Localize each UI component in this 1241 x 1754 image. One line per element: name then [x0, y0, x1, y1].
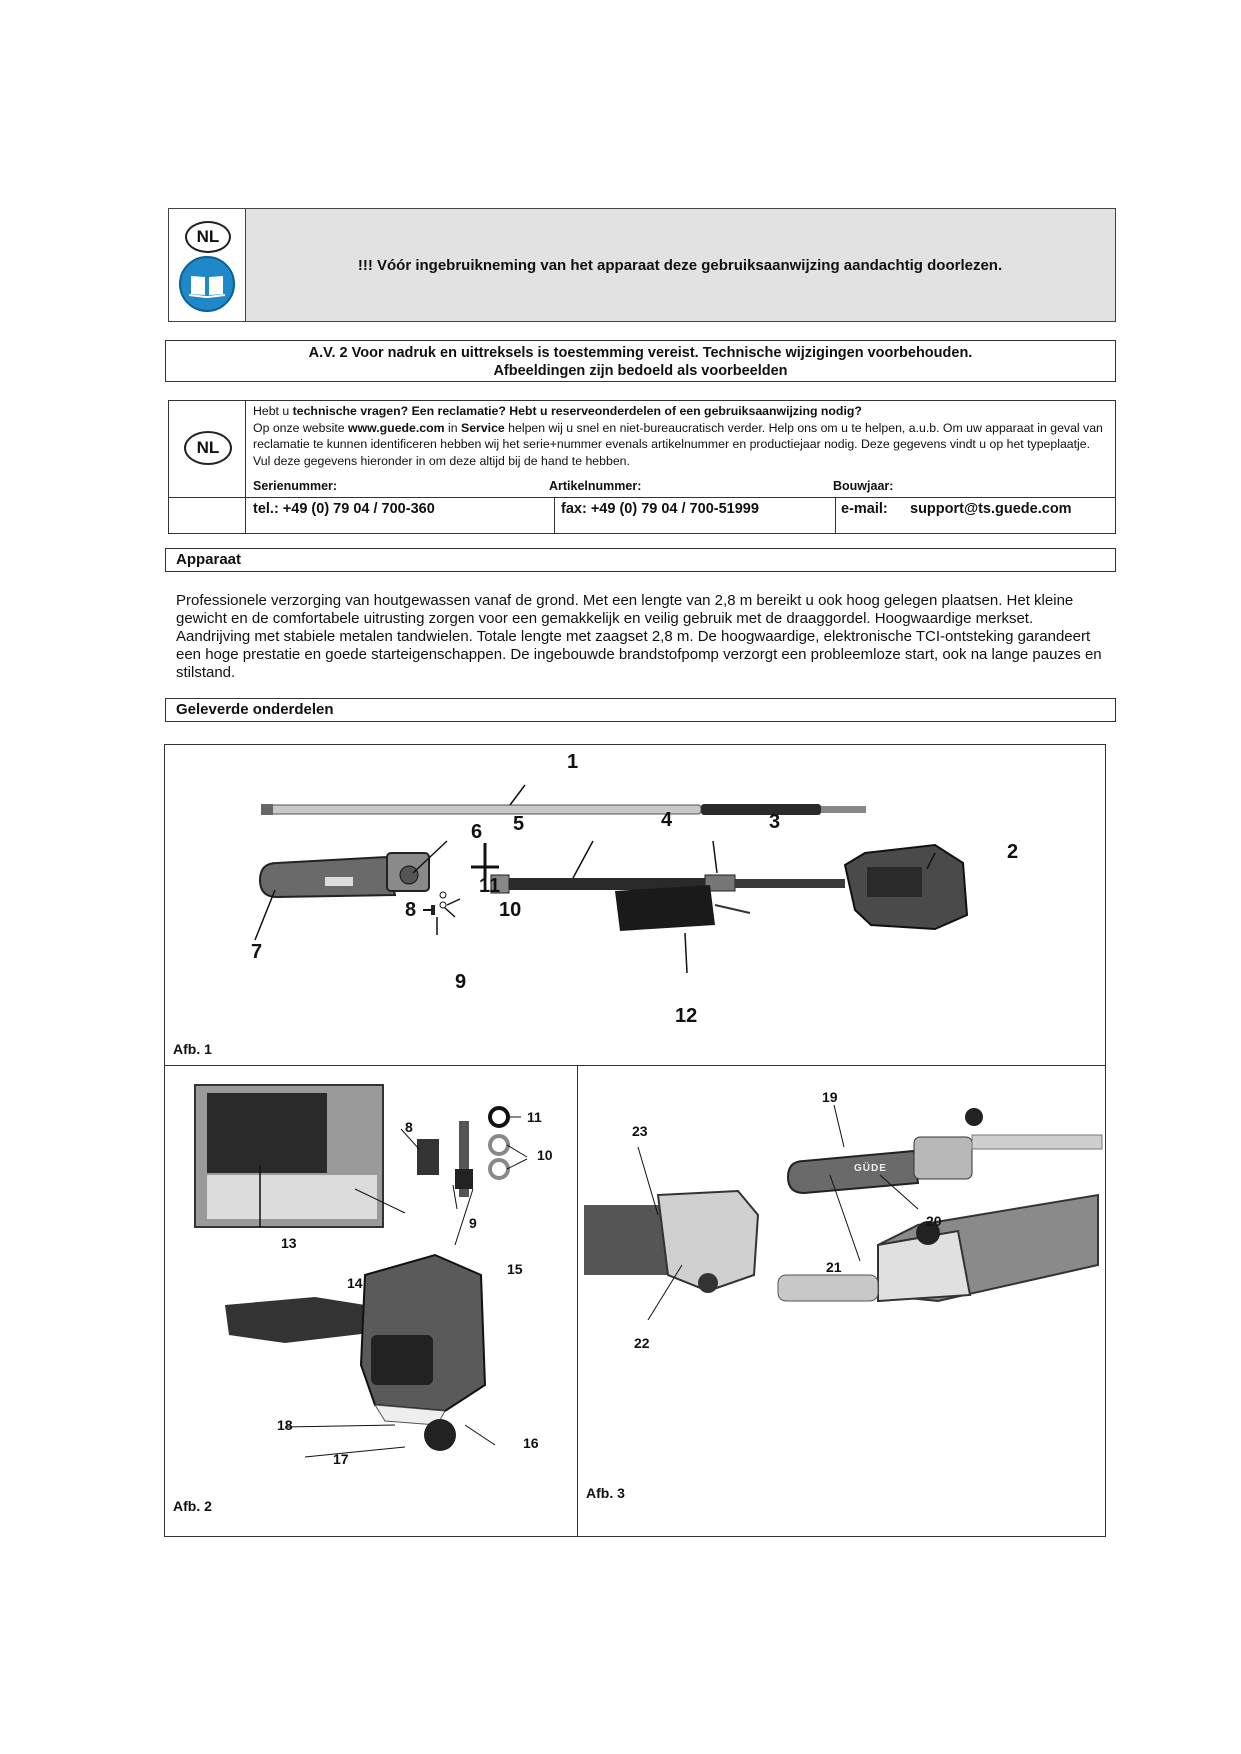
warning-header — [168, 208, 1116, 322]
language-badge-service: NL — [184, 431, 232, 465]
part-number-7: 7 — [251, 941, 263, 963]
copyright-notice — [165, 340, 1116, 382]
section-geleverde-onderdelen: Geleverde onderdelen — [165, 698, 1116, 722]
service-word: Service — [461, 420, 505, 435]
contact-divider — [169, 497, 1115, 498]
part-number-14: 14 — [347, 1275, 363, 1291]
part-number-8-detail: 8 — [405, 1119, 413, 1135]
part-number-2: 2 — [1007, 841, 1019, 863]
part-number-22: 22 — [634, 1335, 650, 1351]
part-number-8: 8 — [405, 899, 417, 921]
manual-book-icon — [169, 209, 245, 323]
part-number-9-detail: 9 — [469, 1215, 477, 1231]
service-question-prefix: Hebt u — [253, 404, 293, 418]
service-text-2: in — [444, 420, 461, 435]
figure-1-label: Afb. 1 — [173, 1041, 212, 1057]
year-label: Bouwjaar: — [833, 479, 894, 493]
phone-number: tel.: +49 (0) 79 04 / 700-360 — [253, 501, 435, 517]
pole-saw-parts-illustration — [165, 745, 1107, 1067]
part-number-1: 1 — [567, 751, 579, 773]
part-number-3: 3 — [769, 811, 781, 833]
figure-3 — [577, 1065, 1106, 1537]
section-apparaat: Apparaat — [165, 548, 1116, 572]
part-number-20: 20 — [926, 1213, 942, 1229]
service-text-1: Op onze website — [253, 420, 349, 435]
figure-3-label: Afb. 3 — [586, 1485, 625, 1501]
service-flag-cell — [169, 401, 246, 533]
part-number-11-detail: 11 — [527, 1109, 542, 1125]
figure-2-label: Afb. 2 — [173, 1498, 212, 1514]
service-text — [253, 403, 1105, 469]
header-title: !!! Vóór ingebruikneming van het apparaat deze gebruiksaanwijzing aandachtig doorlezen. — [357, 256, 1003, 274]
part-number-15: 15 — [507, 1261, 523, 1277]
part-number-19: 19 — [822, 1089, 838, 1105]
part-number-9: 9 — [455, 971, 467, 993]
brand-logo-on-bar: GÜDE — [854, 1163, 887, 1174]
part-number-10: 10 — [499, 899, 522, 921]
fax-number: fax: +49 (0) 79 04 / 700-51999 — [561, 501, 759, 517]
part-number-23: 23 — [632, 1123, 648, 1139]
part-number-5: 5 — [513, 813, 525, 835]
serial-label: Serienummer: — [253, 479, 338, 493]
service-text-3: helpen wij u snel en niet-bureaucratisch verder. Help ons om u te helpen, a.u.b. Om uw apparaat in geval van reclamatie te kunnen identificeren hebben wij het serie+nummer evenals artikelnummer en productiejaar nodig. Deze gegevens vindt u op het typeplaatje. Vul deze gegevens hieronder in om deze altijd bij de hand te hebben. — [253, 420, 1103, 468]
language-badge: NL — [185, 221, 231, 253]
engine-detail-illustration — [165, 1065, 579, 1537]
email-address[interactable]: support@ts.guede.com — [910, 501, 1072, 517]
website-link[interactable]: www.guede.com — [348, 420, 445, 435]
part-number-10-detail: 10 — [537, 1147, 553, 1163]
part-number-12: 12 — [675, 1005, 698, 1027]
part-number-6: 6 — [471, 821, 483, 843]
notice-line-1: A.V. 2 Voor nadruk en uittreksels is toestemming vereist. Technische wijzigingen voorbehouden. — [308, 345, 973, 361]
part-number-21: 21 — [826, 1259, 842, 1275]
contact-separator — [835, 497, 836, 533]
header-icons — [169, 209, 246, 321]
figure-2 — [164, 1065, 578, 1537]
device-description: Professionele verzorging van houtgewassen vanaf de grond. Met een lengte van 2,8 m bereikt u ook hoog gelegen plaatsen. Het kleine gewicht en de comfortabele uitrusting zorgen voor een gemakkelijk en veilig gebruik met de draaggordel. Hoogwaardige merkset. Aandrijving met stabiele metalen tandwielen. Totale lengte met zaagset 2,8 m. De hoogwaardige, elektronische TCI-ontsteking garandeert een hoge prestatie en goede starteigenschappen. De ingebouwde brandstofpomp verzorgt een probleemloze start, ook na lange pauzes en stilstand. — [176, 592, 1102, 681]
saw-head-detail-illustration — [578, 1065, 1107, 1537]
contact-separator — [554, 497, 555, 533]
figure-1 — [164, 744, 1106, 1066]
part-number-13: 13 — [281, 1235, 297, 1251]
notice-line-2: Afbeeldingen zijn bedoeld als voorbeelden — [493, 363, 788, 379]
part-number-18: 18 — [277, 1417, 293, 1433]
email-label: e-mail: — [841, 501, 888, 517]
part-number-16: 16 — [523, 1435, 539, 1451]
part-number-4: 4 — [661, 809, 673, 831]
service-table — [168, 400, 1116, 534]
article-label: Artikelnummer: — [549, 479, 642, 493]
part-number-17: 17 — [333, 1451, 349, 1467]
part-number-11: 11 — [479, 875, 501, 897]
service-question: technische vragen? Een reclamatie? Hebt u reserveonderdelen of een gebruiksaanwijzing nodig? — [292, 404, 862, 418]
